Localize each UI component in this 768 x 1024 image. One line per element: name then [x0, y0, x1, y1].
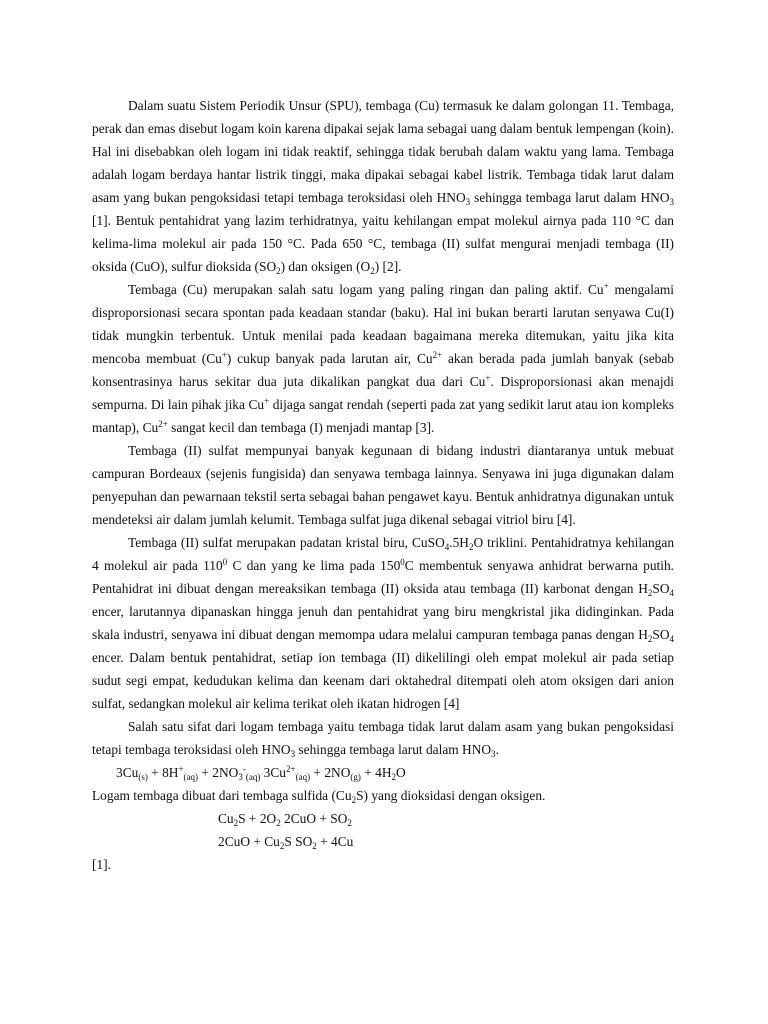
paragraph-copper-sulfate-uses: Tembaga (II) sulfat mempunyai banyak kegunaan di bidang industri diantaranya untuk mebuat campuran Bordeaux (sejenis fungisida) dan senyawa tembaga lainnya. Senyawa ini juga digunakan dalam penyepuhan dan pewarnaan tekstil serta sebagai bahan pengawet kayu. Bentuk anhidratnya digunakan untuk mendeteksi air dalam jumlah kelumit. Tembaga sulfat juga dikenal sebagai vitriol biru [4].: [92, 443, 674, 527]
paragraph-copper-disproportionation: Tembaga (Cu) merupakan salah satu logam yang paling ringan dan paling aktif. Cu+ mengalami disproporsionasi secara spontan pada keadaan standar (baku). Hal ini bukan berarti larutan senyawa Cu(I) tidak mungkin terbentuk. Untuk menilai pada keadaan bagaimana mereka ditemukan, yaitu jika kita mencoba membuat (Cu+) cukup banyak pada larutan air, $Cu^{2+}$ akan berada pada jumlah banyak (sebab konsentrasinya harus sekitar dua juta dikalikan pangkat dua dari Cu+. Disproporsionasi akan menajdi sempurna. Di lain pihak jika Cu+ dijaga sangat rendah (seperti pada zat yang sedikit larut atau ion kompleks mantap), $Cu^{2+}$ sangat kecil dan tembaga (I) menjadi mantap [3].: [92, 281, 674, 435]
citation-reference: [1].: [92, 857, 111, 872]
equation-sulfide-oxidation: $Cu_2S + 2O_2$ $2CuO + SO_2$: [218, 811, 352, 828]
equation-copper-nitric-acid: $3Cu_{(s)} + 8H^+_{(aq)} + 2NO_3^-_{(aq)}$ $3Cu^{2+}_{(aq)} + 2NO_{(g)} + 4H_2O$: [116, 764, 406, 782]
paragraph-periodic-system: Dalam suatu Sistem Periodik Unsur (SPU), tembaga (Cu) termasuk ke dalam golongan 11. Tembaga, perak dan emas disebut logam koin karena dipakai sejak lama sebagai uang dalam bentuk lempengan (koin). Hal ini disebabkan oleh logam ini tidak reaktif, sehingga tidak berubah dalam waktu yang lama. Tembaga adalah logam berdaya hantar listrik tinggi, maka dipakai sebagai kabel listrik. Tembaga tidak larut dalam asam yang bukan pengoksidasi tetapi tembaga teroksidasi oleh $HNO_3$ sehingga tembaga larut dalam $HNO_3$ [1]. Bentuk pentahidrat yang lazim terhidratnya, yaitu kehilangan empat molekul airnya pada 110 °C dan kelima-lima molekul air pada 150 °C. Pada 650 °C, tembaga (II) sulfat mengurai menjadi tembaga (II) oksida (CuO), sulfur dioksida $(SO_2)$ dan oksigen $(O_2)$ [2].: [92, 98, 675, 276]
equation-copper-production: $2CuO + Cu_2S$ $SO_2 + 4Cu$: [218, 834, 354, 851]
paragraph-nitric-acid: Salah satu sifat dari logam tembaga yaitu tembaga tidak larut dalam asam yang bukan pengoksidasi tetapi tembaga teroksidasi oleh $HNO_3$ sehingga tembaga larut dalam $HNO_3$.: [92, 719, 674, 759]
paragraph-pentahydrate: Tembaga (II) sulfat merupakan padatan kristal biru, $CuSO_4.5H_2O$ triklini. Pentahidratnya kehilangan 4 molekul air pada $110^0$ C dan yang ke lima pada $150^0C$ membentuk senyawa anhidrat berwarna putih. Pentahidrat ini dibuat dengan mereaksikan tembaga (II) oksida atau tembaga (II) karbonat dengan $H_2SO_4$ encer, larutannya dipanaskan hingga jenuh dan pentahidrat yang biru mengkristal jika didinginkan. Pada skala industri, senyawa ini dibuat dengan memompa udara melalui campuran tembaga panas dengan $H_2SO_4$ encer. Dalam bentuk pentahidrat, setiap ion tembaga (II) dikelilingi oleh empat molekul air pada setiap sudut segi empat, kedudukan kelima dan keenam dari oktahedral ditempati oleh atom oksigen dari anion sulfat, sedangkan molekul air kelima terikat oleh ikatan hidrogen [4]: [92, 535, 675, 711]
paragraph-copper-sulfide: Logam tembaga dibuat dari tembaga sulfida $(Cu_2S)$ yang dioksidasi dengan oksigen.: [92, 788, 546, 805]
document-body: [92, 94, 674, 876]
